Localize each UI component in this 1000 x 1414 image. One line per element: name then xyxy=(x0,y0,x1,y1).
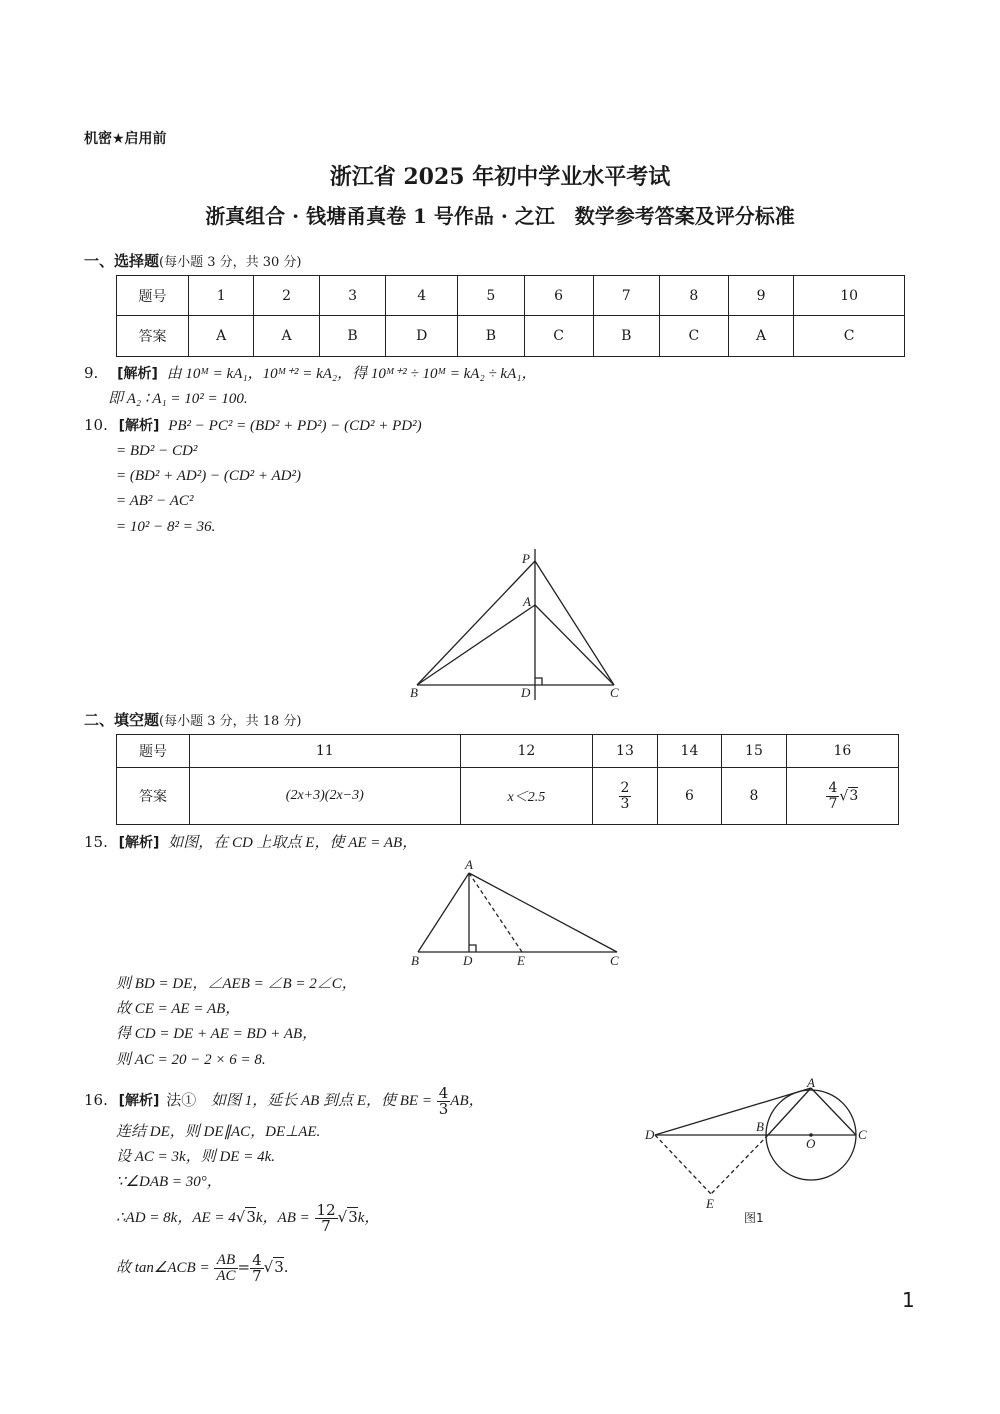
answer-cell: C xyxy=(794,316,905,357)
q16-intro-post: AB， xyxy=(450,1093,484,1109)
answer-cell: D xyxy=(386,316,458,357)
section2-heading: 二、填空题 xyxy=(84,711,160,729)
question-number: 1 xyxy=(189,276,254,316)
q16-number: 16. xyxy=(84,1091,108,1109)
label-b: B xyxy=(756,1119,764,1134)
q16-line5-pre: 故 tan∠ACB = xyxy=(116,1260,210,1276)
sqrt-radicand: 3 xyxy=(348,1208,358,1226)
sqrt-sign: √ xyxy=(235,1208,246,1226)
label-a: A xyxy=(807,1075,815,1090)
label-b: B xyxy=(411,953,419,968)
table-row xyxy=(117,276,905,316)
question-number: 5 xyxy=(458,276,524,316)
section1-note: (每小题 3 分，共 30 分) xyxy=(159,255,302,270)
answer-cell: 8 xyxy=(722,768,787,825)
q15-line-intro xyxy=(84,832,417,853)
answer-cell: 6 xyxy=(657,768,722,825)
q10-text3: = (BD² + AD²) − (CD² + AD²) xyxy=(116,468,301,484)
q15-text4: 则 AC = 20 − 2 × 6 = 8. xyxy=(116,1052,266,1068)
fraction: $\frac{4}{3}$ xyxy=(438,1083,449,1118)
fraction: $\frac{4}{7}$ xyxy=(252,1250,262,1285)
fill-answer-table xyxy=(116,734,899,825)
answer-cell: (2x+3)(2x−3) xyxy=(190,768,461,825)
q16-tag: [解析] xyxy=(118,1093,160,1109)
sqrt-sign: √ xyxy=(263,1258,274,1276)
answer-cell: C xyxy=(659,316,728,357)
segment-ac xyxy=(469,873,617,952)
q16-line-intro xyxy=(84,1085,484,1117)
page-subtitle: 浙真组合 · 钱塘甬真卷 1 号作品 · 之江 数学参考答案及评分标准 xyxy=(205,204,795,228)
question-number: 8 xyxy=(659,276,728,316)
fraction: $\frac{2}{3}$ xyxy=(620,779,630,812)
q9-number: 9. xyxy=(84,364,99,382)
question-number: 4 xyxy=(386,276,458,316)
right-angle-mark xyxy=(535,678,542,685)
q16-line4-post: k， xyxy=(357,1210,380,1226)
question-number: 14 xyxy=(657,735,722,768)
fraction: $\frac{AB}{AC}$ xyxy=(216,1251,236,1284)
q16-line4-pre: ∴AD = 8k，AE = 4 xyxy=(116,1210,236,1226)
answer-cell xyxy=(593,768,658,825)
label-c: C xyxy=(610,953,619,968)
answer-cell: B xyxy=(458,316,524,357)
segment-ae-dashed xyxy=(469,873,522,952)
question-number: 10 xyxy=(794,276,905,316)
q15-tag: [解析] xyxy=(118,835,160,851)
equals-sign: = xyxy=(237,1258,251,1276)
q16-text1: 连结 DE，则 DE∥AC，DE⊥AE. xyxy=(116,1124,321,1140)
table-row xyxy=(117,768,899,825)
q10-line1 xyxy=(84,415,422,436)
row-label-answer: 答案 xyxy=(117,316,189,357)
q9-text2: 即 A₂ ∶ A₁ = 10² = 100. xyxy=(108,391,248,407)
question-number: 7 xyxy=(593,276,659,316)
label-c: C xyxy=(858,1127,867,1142)
answer-cell: A xyxy=(189,316,254,357)
sqrt-radicand: 3 xyxy=(246,1208,256,1226)
q10-figure xyxy=(400,545,640,705)
segment-be-dashed xyxy=(711,1135,768,1194)
page-number: 1 xyxy=(902,1288,915,1312)
answer-cell: C xyxy=(524,316,593,357)
section1-heading: 一、选择题 xyxy=(84,252,160,270)
label-a: A xyxy=(523,594,531,609)
q16-line5 xyxy=(116,1252,289,1284)
segment-da xyxy=(655,1088,811,1135)
period: . xyxy=(283,1258,289,1276)
question-number: 3 xyxy=(319,276,385,316)
q10-text2: = BD² − CD² xyxy=(116,443,198,459)
label-o: O xyxy=(806,1136,816,1151)
q16-figure xyxy=(640,1070,875,1230)
segment-cp xyxy=(535,561,614,685)
q16-intro-pre: 如图 1，延长 AB 到点 E，使 BE = xyxy=(211,1093,432,1109)
q9-line1 xyxy=(84,363,536,384)
section2-heading-wrap xyxy=(84,709,302,730)
q16-text2: 设 AC = 3k，则 DE = 4k. xyxy=(116,1149,275,1165)
question-number: 2 xyxy=(254,276,319,316)
row-label-answer: 答案 xyxy=(117,768,190,825)
answer-cell xyxy=(786,768,898,825)
q16-method: 法① xyxy=(166,1091,197,1109)
segment-de-dashed xyxy=(655,1135,711,1194)
segment-ab xyxy=(418,873,469,952)
label-e: E xyxy=(517,953,525,968)
label-c: C xyxy=(610,685,619,700)
label-b: B xyxy=(410,685,418,700)
q15-figure xyxy=(405,855,635,970)
question-number: 6 xyxy=(524,276,593,316)
row-label-question: 题号 xyxy=(117,276,189,316)
question-number: 15 xyxy=(722,735,787,768)
q16-line4-mid: k，AB = xyxy=(255,1210,310,1226)
label-e: E xyxy=(706,1196,714,1211)
q10-text4: = AB² − AC² xyxy=(116,493,194,509)
answer-cell: B xyxy=(593,316,659,357)
answer-cell: A xyxy=(728,316,793,357)
segment-ba xyxy=(417,605,535,685)
label-d: D xyxy=(463,953,473,968)
q16-text3: ∵∠DAB = 30°， xyxy=(116,1174,222,1190)
q10-text5: = 10² − 8² = 36. xyxy=(116,519,216,535)
q9-text1: 由 10ᴹ = kA₁，10ᴹ⁺² = kA₂，得 10ᴹ⁺² ÷ 10ᴹ = kA₂ ÷ kA₁， xyxy=(166,366,537,382)
answer-cell: x＜2.5 xyxy=(460,768,593,825)
q15-intro: 如图，在 CD 上取点 E，使 AE = AB， xyxy=(168,835,418,851)
figure-caption: 图1 xyxy=(744,1211,764,1225)
label-d: D xyxy=(645,1127,655,1142)
fraction: $\frac{12}{7}$ xyxy=(316,1200,336,1235)
q9-tag: [解析] xyxy=(117,366,158,382)
sqrt-radicand: 3 xyxy=(274,1258,284,1276)
q15-text2: 故 CE = AE = AB， xyxy=(116,1001,241,1017)
fraction: $\frac{4}{7}$ xyxy=(828,779,838,812)
segment-ca xyxy=(535,605,614,685)
sqrt-sign: √ xyxy=(839,788,849,804)
right-angle-mark xyxy=(469,945,476,952)
q15-text3: 得 CD = DE + AE = BD + AB， xyxy=(116,1026,318,1042)
table-row xyxy=(117,735,899,768)
q10-number: 10. xyxy=(84,416,108,434)
table-row xyxy=(117,316,905,357)
section1-heading-wrap xyxy=(84,250,302,271)
segment-bp xyxy=(417,561,535,685)
confidential-label: 机密★启用前 xyxy=(84,131,167,147)
answer-cell: B xyxy=(319,316,385,357)
question-number: 9 xyxy=(728,276,793,316)
question-number: 11 xyxy=(190,735,461,768)
label-a: A xyxy=(465,857,473,872)
q15-text1: 则 BD = DE，∠AEB = ∠B = 2∠C， xyxy=(116,976,357,992)
q15-number: 15. xyxy=(84,833,108,851)
question-number: 13 xyxy=(593,735,658,768)
page-title: 浙江省 2025 年初中学业水平考试 xyxy=(329,164,671,190)
answer-cell: A xyxy=(254,316,319,357)
sqrt-sign: √ xyxy=(337,1208,348,1226)
label-p: P xyxy=(522,551,530,566)
question-number: 16 xyxy=(786,735,898,768)
section2-note: (每小题 3 分，共 18 分) xyxy=(159,714,302,729)
choice-answer-table xyxy=(116,275,905,357)
row-label-question: 题号 xyxy=(117,735,190,768)
q10-text1: PB² − PC² = (BD² + PD²) − (CD² + PD²) xyxy=(168,418,422,434)
sqrt-radicand: 3 xyxy=(849,788,859,804)
q10-tag: [解析] xyxy=(118,418,160,434)
q16-line4 xyxy=(116,1202,379,1234)
label-d: D xyxy=(521,685,531,700)
question-number: 12 xyxy=(460,735,593,768)
